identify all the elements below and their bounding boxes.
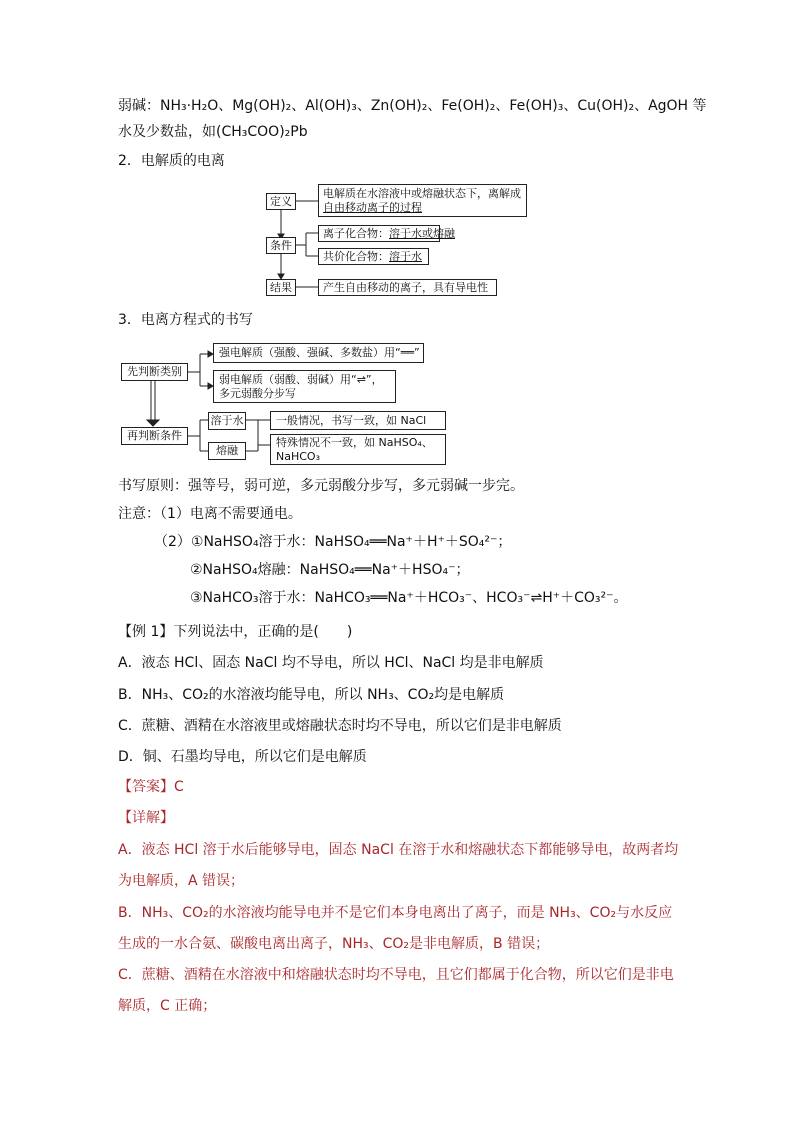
- detail-label: 【详解】: [118, 810, 174, 826]
- explanation-a-2: 为电解质，A 错误；: [118, 873, 245, 889]
- water-salt-line: 水及少数盐，如(CH₃COO)₂Pb: [118, 124, 308, 140]
- writing-principle: 书写原则：强等号，弱可逆，多元弱酸分步写，多元弱碱一步完。: [118, 478, 524, 494]
- definition-text-1: 电解质在水溶液中或熔融状态下，离解成: [323, 187, 521, 200]
- definition-text-2: 自由移动离子的过程: [323, 201, 422, 214]
- general-case-box: 一般情况，书写一致，如 NaCl: [270, 411, 446, 430]
- note-3: ②NaHSO₄熔融：NaHSO₄══Na⁺＋HSO₄⁻；: [190, 562, 470, 578]
- special-case-text-2: NaHCO₃: [276, 450, 320, 463]
- explanation-c-1: C．蔗糖、酒精在水溶液中和熔融状态时均不导电，且它们都属于化合物，所以它们是非电: [118, 967, 674, 983]
- note-1: 注意：（1）电离不需要通电。: [118, 506, 302, 522]
- covalent-compound-label: 共价化合物：: [323, 250, 389, 263]
- ionic-compound-label: 离子化合物：: [323, 227, 389, 240]
- option-b: B．NH₃、CO₂的水溶液均能导电，所以 NH₃、CO₂均是电解质: [118, 687, 505, 703]
- option-a: A．液态 HCl、固态 NaCl 均不导电，所以 HCl、NaCl 均是非电解质: [118, 655, 544, 671]
- strong-electrolyte-box: 强电解质（强酸、强碱、多数盐）用“══”: [213, 343, 424, 363]
- note-2: （2）①NaHSO₄溶于水：NaHSO₄══Na⁺＋H⁺＋SO₄²⁻；: [154, 534, 512, 550]
- melt-box: 熔融: [208, 442, 246, 460]
- explanation-b-2: 生成的一水合氨、碳酸电离出离子，NH₃、CO₂是非电解质，B 错误；: [118, 936, 550, 952]
- special-case-text-1: 特殊情况不一致，如 NaHSO₄、: [276, 436, 433, 449]
- judge-type-box: 先判断类别: [121, 363, 188, 381]
- covalent-compound-condition: 溶于水: [389, 250, 422, 263]
- weak-electrolyte-text-1: 弱电解质（弱酸、弱碱）用“⇌”，: [219, 373, 383, 386]
- ionic-compound-condition: 溶于水或熔融: [389, 227, 455, 240]
- special-case-box: [270, 434, 446, 465]
- explanation-c-2: 解质，C 正确；: [118, 998, 217, 1014]
- weak-electrolyte-text-2: 多元弱酸分步写: [219, 387, 296, 400]
- result-box: 产生自由移动的离子，具有导电性: [318, 279, 497, 296]
- judge-condition-box: 再判断条件: [121, 427, 188, 445]
- section-3-title: 3．电离方程式的书写: [118, 312, 253, 328]
- example-1-question: 【例 1】下列说法中，正确的是( ): [118, 624, 353, 640]
- weak-electrolyte-box: [213, 370, 396, 403]
- answer-label: 【答案】C: [118, 779, 184, 795]
- option-c: C．蔗糖、酒精在水溶液里或熔融状态时均不导电，所以它们是非电解质: [118, 718, 562, 734]
- condition-label: 条件: [266, 237, 296, 254]
- option-d: D．铜、石墨均导电，所以它们是电解质: [118, 749, 367, 765]
- diagram-2-connectors: [0, 0, 794, 480]
- definition-label: 定义: [266, 193, 296, 210]
- weak-base-line: 弱碱：NH₃·H₂O、Mg(OH)₂、Al(OH)₃、Zn(OH)₂、Fe(OH)₂、Fe(OH)₃、Cu(OH)₂、AgOH 等: [118, 98, 707, 114]
- explanation-a-1: A．液态 HCl 溶于水后能够导电，固态 NaCl 在溶于水和熔融状态下都能够导电，故两者均: [118, 842, 679, 858]
- section-2-title: 2．电解质的电离: [118, 153, 225, 169]
- explanation-b-1: B．NH₃、CO₂的水溶液均能导电并不是它们本身电离出了离子，而是 NH₃、CO₂与水反应: [118, 905, 673, 921]
- note-4: ③NaHCO₃溶于水：NaHCO₃══Na⁺＋HCO₃⁻、HCO₃⁻⇌H⁺＋CO₃²⁻。: [190, 590, 628, 606]
- result-label: 结果: [266, 279, 296, 296]
- dissolve-box: 溶于水: [208, 412, 246, 430]
